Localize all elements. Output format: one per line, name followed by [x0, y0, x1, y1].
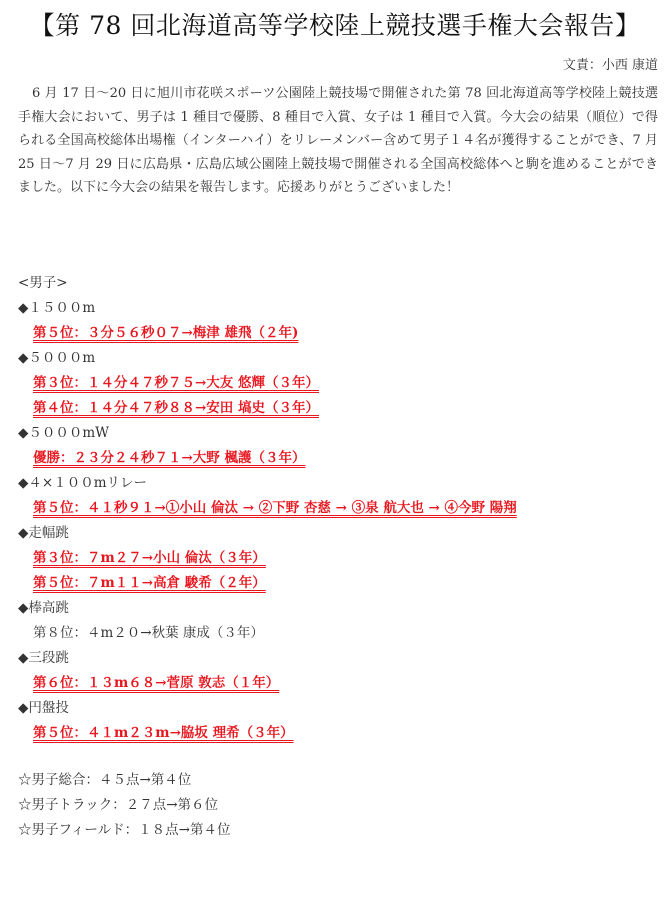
results-section — [18, 271, 658, 843]
result-line: 第５位：４１m２３m→脇坂 理希（３年） — [33, 725, 294, 741]
result-line: 第３位：１４分４７秒７５→大友 悠輝（３年） — [33, 375, 320, 391]
event-heading: ◆走幅跳 — [18, 525, 69, 541]
section-label-boys: <男子> — [18, 275, 68, 291]
event-heading: ◆４×１００mリレー — [18, 475, 147, 491]
event-heading: ◆５０００mW — [18, 425, 110, 441]
result-line: 第６位：１３m６８→菅原 敦志（１年） — [33, 675, 280, 691]
result-line: 第５位：３分５６秒０７→梅津 雄飛（２年) — [33, 325, 299, 341]
event-heading: ◆三段跳 — [18, 650, 69, 666]
result-line: 第８位：４m２０→秋葉 康成（３年） — [33, 625, 264, 641]
result-line: 第５位：７m１１→高倉 駿希（２年） — [33, 575, 266, 591]
event-heading: ◆５０００m — [18, 350, 96, 366]
summary-overall: ☆男子総合：４５点→第４位 — [18, 772, 192, 788]
result-line: 第４位：１４分４７秒８８→安田 塙史（３年） — [33, 400, 320, 416]
page-title: 【第 78 回北海道高等学校陸上競技選手権大会報告】 — [29, 11, 641, 40]
summary-field: ☆男子フィールド：１８点→第４位 — [18, 822, 231, 838]
event-heading: ◆棒高跳 — [18, 600, 69, 616]
author-credit: 文責：小西 康道 — [562, 58, 658, 73]
summary-track: ☆男子トラック：２７点→第６位 — [18, 797, 219, 813]
result-line: 第５位：４１秒９１→①小山 倫汰 → ②下野 杏慈 → ③泉 航大也 → ④今野 陽翔 — [33, 500, 517, 516]
event-heading: ◆１５００m — [18, 300, 96, 316]
intro-paragraph: 6 月 17 日～20 日に旭川市花咲スポーツ公園陸上競技場で開催された第 78 回北海道高等学校陸上競技選手権大会において、男子は 1 種目で優勝、8 種目で入賞、女子は 1 種目で入賞。今大会の結果（順位）で得られる全国高校総体出場権（インターハイ）をリレーメンバー含めて男子１４名が獲得することができ、7 月 25 日～7 月 29 日に広島県・広島広域公園陸上競技場で開催される全国高校総体へと駒を進めることができました。以下に今大会の結果を報告します。応援ありがとうございました！ — [18, 86, 658, 195]
event-heading: ◆円盤投 — [18, 700, 69, 716]
result-line: 第３位：７m２７→小山 倫汰（３年） — [33, 550, 266, 566]
result-line: 優勝：２３分２４秒７１→大野 楓護（３年） — [33, 450, 306, 466]
